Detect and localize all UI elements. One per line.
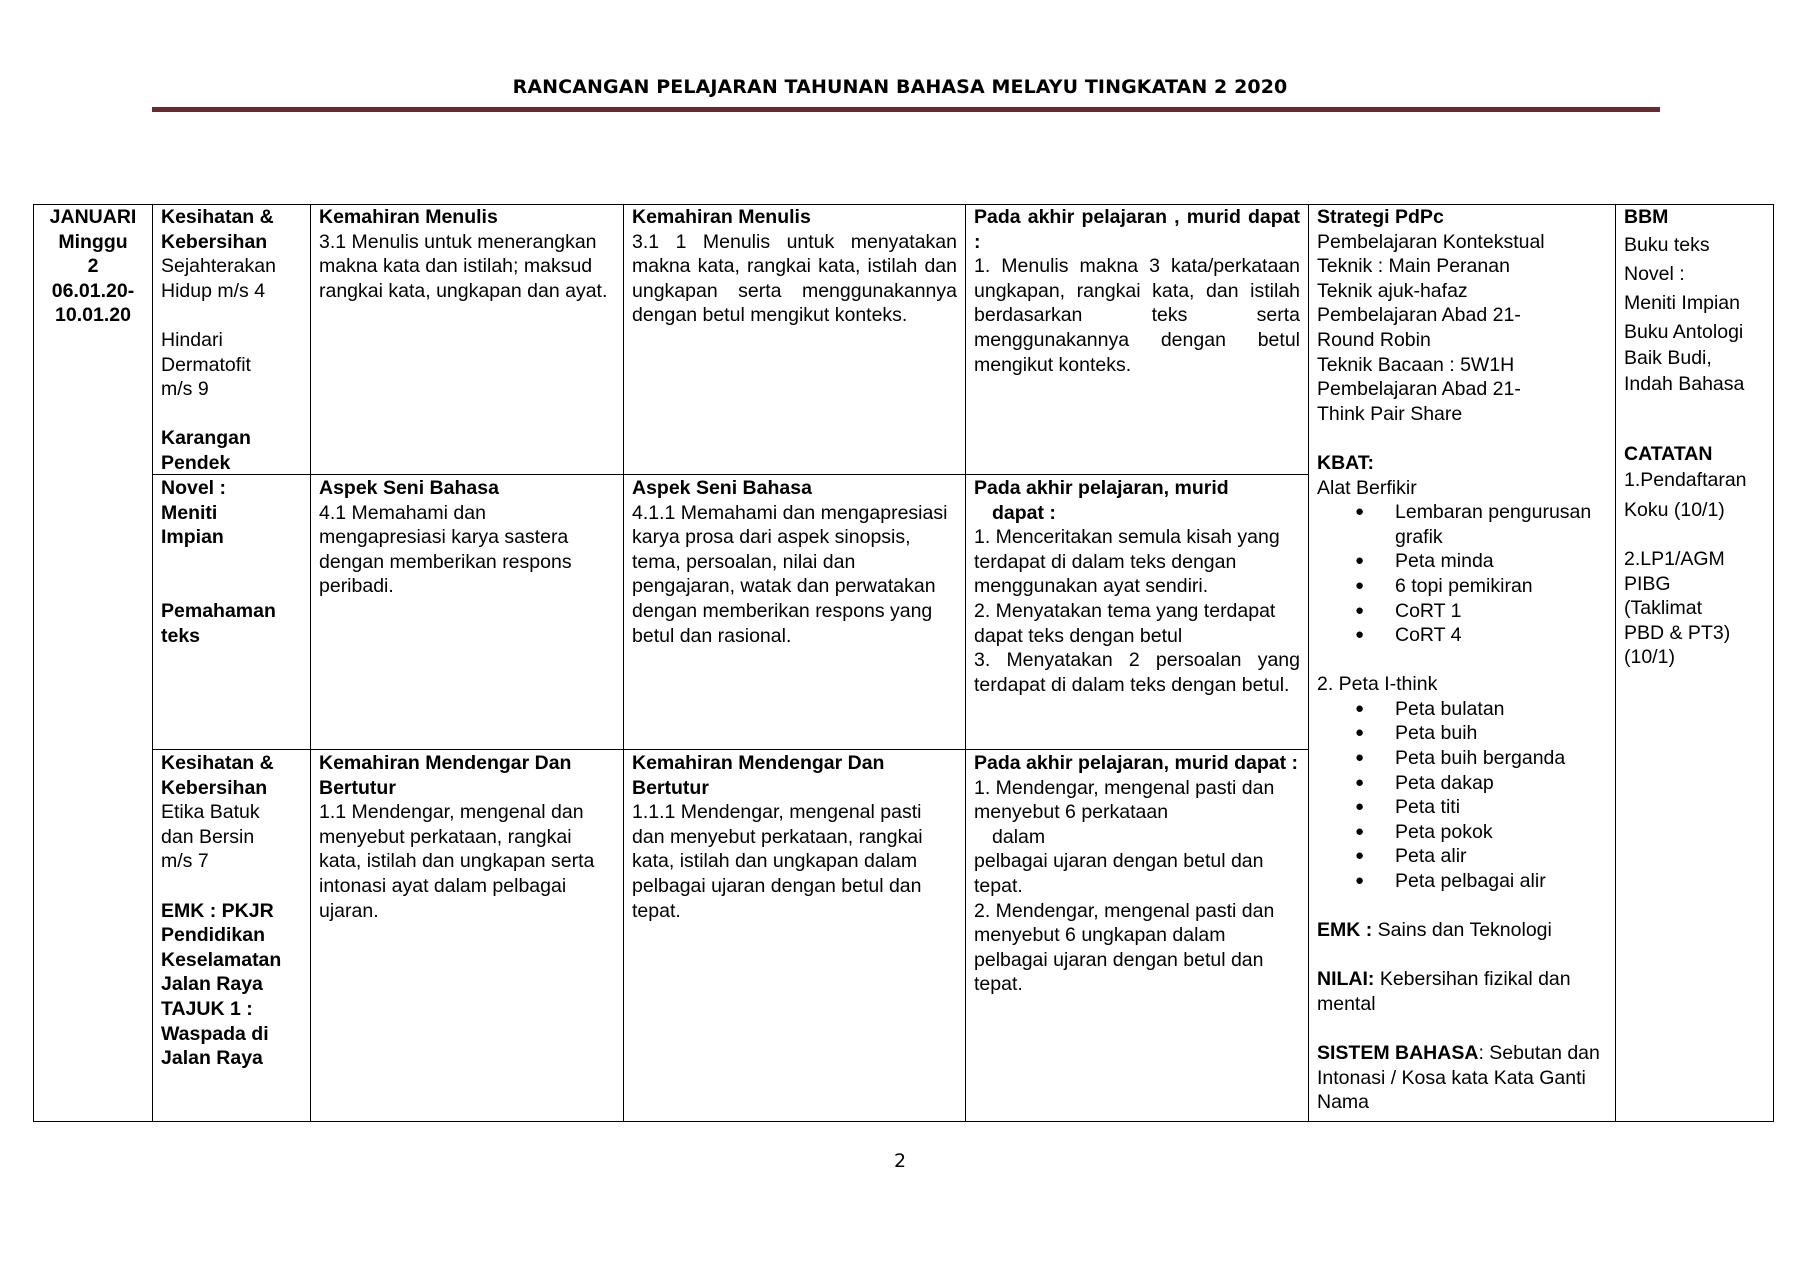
- table-border-left: [33, 204, 34, 1122]
- catatan-line: 2.LP1/AGM: [1624, 548, 1725, 570]
- sp-heading: Aspek Seni Bahasa: [632, 477, 812, 499]
- row-2-standard-pembelajaran: [624, 475, 965, 648]
- bbm-line: Baik Budi,: [1624, 347, 1712, 369]
- objektif-heading: Pada akhir pelajaran, murid dapat :: [974, 752, 1299, 774]
- row-1-tema: [153, 204, 310, 476]
- document-title: RANCANGAN PELAJARAN TAHUNAN BAHASA MELAYU TINGKATAN 2 2020: [512, 76, 1288, 98]
- list-item: ● Lembaran pengurusan grafik: [1317, 500, 1607, 549]
- week-date-start: 06.01.20-: [51, 279, 135, 302]
- column-divider: [310, 204, 311, 1122]
- tema-topic: EMK : PKJR: [161, 899, 274, 922]
- row-1-standard-kandungan: [311, 204, 623, 303]
- alat-berfikir-label: Alat Berfikir: [1317, 476, 1417, 499]
- tema-topic: Karangan: [161, 427, 251, 450]
- strategi-heading: Strategi PdPc: [1317, 206, 1444, 228]
- tema-text: Sejahterakan: [161, 255, 276, 278]
- emk-label: EMK :: [1317, 919, 1373, 942]
- sk-heading: Kemahiran Menulis: [319, 206, 498, 228]
- alat-berfikir-list: [1317, 500, 1607, 648]
- objektif-item: pelbagai ujaran dengan betul dan tepat.: [974, 850, 1264, 897]
- tema-text: m/s 9: [161, 378, 209, 401]
- tema-heading: Kesihatan &: [161, 206, 274, 228]
- tema-text: dan Bersin: [161, 825, 255, 848]
- bbm-line: Meniti Impian: [1624, 292, 1740, 314]
- row-2-standard-kandungan: [311, 475, 623, 599]
- tema-text: Hindari: [161, 328, 223, 351]
- table-border-bottom: [33, 1121, 1774, 1122]
- sistem-bahasa-label: SISTEM BAHASA: [1317, 1042, 1479, 1065]
- tema-topic: Pendidikan: [161, 924, 266, 947]
- strategi-line: Think Pair Share: [1317, 402, 1463, 425]
- page-number: 2: [893, 1150, 907, 1172]
- tema-topic: Keselamatan: [161, 948, 282, 971]
- list-item: ● Peta pokok: [1317, 820, 1607, 845]
- tema-topic: Novel :: [161, 477, 227, 499]
- nilai-line: [1317, 967, 1607, 1016]
- sp-heading: Kemahiran Menulis: [632, 206, 811, 228]
- catatan-line: PIBG: [1624, 572, 1671, 595]
- list-item: ● Peta alir: [1317, 844, 1607, 869]
- list-item: ● Peta titi: [1317, 795, 1607, 820]
- sk-text: 3.1 Menulis untuk menerangkan makna kata dan istilah; maksud rangkai kata, ungkapan dan ayat.: [319, 230, 608, 302]
- row-3-standard-pembelajaran: [624, 750, 965, 923]
- kbat-heading: KBAT:: [1317, 451, 1375, 474]
- sp-text: 3.1 1 Menulis untuk menyatakan makna kata, rangkai kata, istilah dan ungkapan serta menggunakannya dengan betul mengikut konteks.: [632, 230, 957, 327]
- objektif-heading: Pada akhir pelajaran, murid: [974, 477, 1229, 499]
- tema-heading: Kesihatan &: [161, 752, 274, 774]
- ithink-label: 2. Peta I-think: [1317, 673, 1438, 696]
- tema-topic: Pendek: [161, 451, 231, 474]
- tema-text: Hidup m/s 4: [161, 279, 266, 302]
- catatan-line: (Taklimat: [1624, 597, 1703, 620]
- sk-text: 1.1 Mendengar, mengenal dan menyebut perkataan, rangkai kata, istilah dan ungkapan serta intonasi ayat dalam pelbagai ujaran.: [319, 801, 595, 922]
- strategi-line: Teknik ajuk-hafaz: [1317, 279, 1468, 302]
- row-3-objektif: [966, 750, 1308, 997]
- sistem-bahasa-value: : Sebutan dan Intonasi / Kosa kata Kata Ganti Nama: [1317, 1042, 1600, 1114]
- strategi-line: Teknik : Main Peranan: [1317, 255, 1510, 278]
- tema-topic: Jalan Raya: [161, 1047, 263, 1070]
- tema-topic: Meniti: [161, 501, 218, 524]
- tema-topic: Waspada di: [161, 1022, 269, 1045]
- sp-heading: Kemahiran Mendengar Dan Bertutur: [632, 752, 885, 799]
- row-2-tema: [153, 475, 310, 648]
- objektif-item: dalam: [992, 825, 1046, 848]
- objektif-text: 1. Menulis makna 3 kata/perkataan ungkapan, rangkai kata, dan istilah berdasarkan teks serta menggunakannya dengan betul mengikut konteks.: [974, 255, 1300, 376]
- objektif-item: 1. Mendengar, mengenal pasti dan menyebut 6 perkataan: [974, 776, 1275, 824]
- sp-text: 1.1.1 Mendengar, mengenal pasti dan menyebut perkataan, rangkai kata, istilah dan ungkapan dalam pelbagai ujaran dengan betul dan tepat.: [632, 801, 923, 922]
- column-divider: [623, 204, 624, 1122]
- objektif-heading: dapat :: [992, 501, 1056, 524]
- week-date-end: 10.01.20: [55, 304, 131, 327]
- nilai-value: Kebersihan fizikal dan mental: [1317, 968, 1571, 1015]
- sk-heading: Kemahiran Mendengar Dan Bertutur: [319, 752, 572, 799]
- list-item: ● CoRT 1: [1317, 599, 1607, 624]
- catatan-line: 1.Pendaftaran: [1624, 469, 1747, 491]
- row-1-objektif: [966, 204, 1308, 377]
- objektif-item: 2. Mendengar, mengenal pasti dan menyebut 6 ungkapan dalam pelbagai ujaran dengan betul dan tepat.: [974, 899, 1275, 996]
- row-3-standard-kandungan: [311, 750, 623, 923]
- row-1-standard-pembelajaran: [624, 204, 965, 328]
- week-month: JANUARI: [49, 206, 137, 228]
- week-label: Minggu: [58, 230, 128, 253]
- row-3-tema: [153, 750, 310, 1071]
- tema-topic: Impian: [161, 526, 224, 549]
- tema-topic: Pemahaman: [161, 599, 276, 622]
- list-item: ● 6 topi pemikiran: [1317, 574, 1607, 599]
- objektif-heading: Pada akhir pelajaran , murid dapat :: [974, 206, 1300, 253]
- tema-heading: Kebersihan: [161, 230, 268, 253]
- tema-topic: TAJUK 1 :: [161, 997, 253, 1020]
- tema-topic: Jalan Raya: [161, 973, 263, 996]
- tema-topic: teks: [161, 624, 201, 647]
- list-item: ● Peta buih: [1317, 721, 1607, 746]
- bbm-heading: BBM: [1624, 206, 1669, 228]
- objektif-item: 2. Menyatakan tema yang terdapat dapat teks dengan betul: [974, 599, 1276, 647]
- emk-line: [1317, 918, 1607, 943]
- list-item: ● Peta pelbagai alir: [1317, 869, 1607, 894]
- ithink-list: [1317, 697, 1607, 894]
- tema-text: m/s 7: [161, 850, 209, 873]
- bbm-line: Buku teks: [1624, 234, 1710, 256]
- catatan-heading: CATATAN: [1624, 443, 1713, 465]
- week-cell: [34, 204, 152, 328]
- list-item: ● CoRT 4: [1317, 623, 1607, 648]
- objektif-item: 3. Menyatakan 2 persoalan yang terdapat di dalam teks dengan betul.: [974, 649, 1300, 696]
- tema-text: Etika Batuk: [161, 801, 260, 824]
- strategi-line: Pembelajaran Abad 21-: [1317, 378, 1521, 401]
- week-number: 2: [87, 255, 99, 278]
- nilai-label: NILAI:: [1317, 968, 1375, 991]
- list-item: ● Peta dakap: [1317, 771, 1607, 796]
- strategi-line: Pembelajaran Kontekstual: [1317, 230, 1545, 253]
- strategi-line: Teknik Bacaan : 5W1H: [1317, 353, 1515, 376]
- bbm-cell: [1616, 204, 1773, 670]
- sk-heading: Aspek Seni Bahasa: [319, 477, 499, 499]
- emk-value: Sains dan Teknologi: [1372, 919, 1552, 942]
- title-rule: [152, 107, 1660, 112]
- tema-text: Dermatofit: [161, 353, 251, 376]
- sistem-bahasa-line: [1317, 1041, 1607, 1115]
- strategi-line: Round Robin: [1317, 328, 1431, 351]
- bbm-line: Novel :: [1624, 263, 1685, 285]
- table-border-right: [1773, 204, 1774, 1122]
- strategi-line: Pembelajaran Abad 21-: [1317, 304, 1521, 327]
- objektif-item: 1. Menceritakan semula kisah yang terdapat di dalam teks dengan menggunakan ayat sendiri.: [974, 526, 1280, 598]
- row-2-objektif: [966, 475, 1308, 697]
- catatan-line: PBD & PT3): [1624, 621, 1731, 644]
- list-item: ● Peta bulatan: [1317, 697, 1607, 722]
- list-item: ● Peta minda: [1317, 549, 1607, 574]
- strategi-cell: [1309, 204, 1615, 1115]
- tema-heading: Kebersihan: [161, 776, 268, 799]
- list-item: ● Peta buih berganda: [1317, 746, 1607, 771]
- catatan-line: (10/1): [1624, 646, 1675, 669]
- bbm-line: Buku Antologi: [1624, 321, 1744, 343]
- catatan-line: Koku (10/1): [1624, 499, 1725, 521]
- sp-text: 4.1.1 Memahami dan mengapresiasi karya prosa dari aspek sinopsis, tema, persoalan, nilai dan pengajaran, watak dan perwatakan dengan memberikan respons yang betul dan rasional.: [632, 501, 948, 647]
- bbm-line: Indah Bahasa: [1624, 373, 1745, 395]
- sk-text: 4.1 Memahami dan mengapresiasi karya sastera dengan memberikan respons peribadi.: [319, 501, 572, 598]
